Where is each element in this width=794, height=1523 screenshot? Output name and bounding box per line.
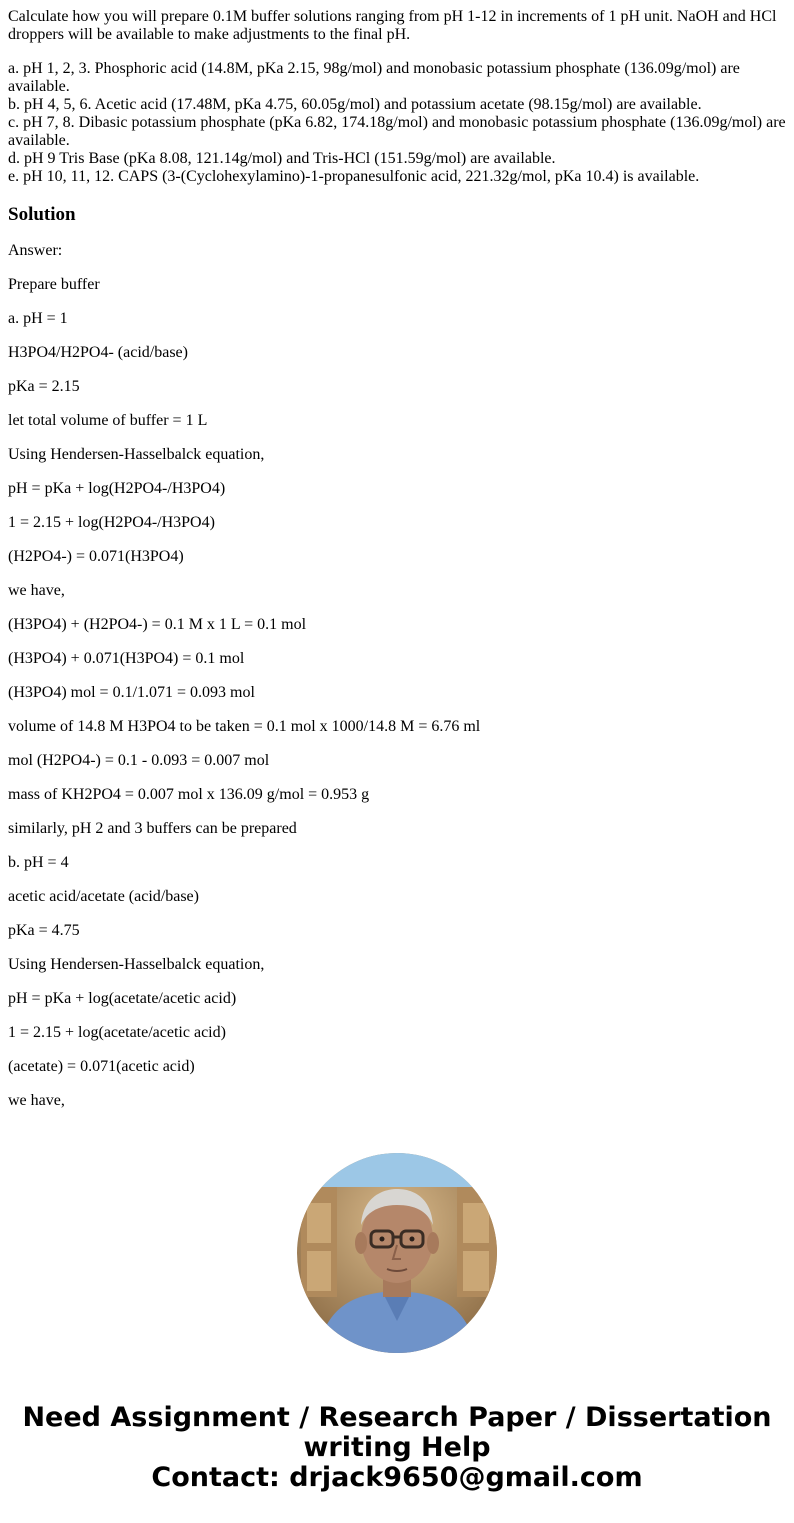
solution-step: b. pH = 4: [8, 854, 69, 871]
solution-heading: Solution: [8, 204, 76, 225]
solution-step: let total volume of buffer = 1 L: [8, 412, 208, 429]
question-options: [8, 60, 788, 186]
solution-step: volume of 14.8 M H3PO4 to be taken = 0.1 mol x 1000/14.8 M = 6.76 ml: [8, 718, 481, 735]
option-a: a. pH 1, 2, 3. Phosphoric acid (14.8M, pKa 2.15, 98g/mol) and monobasic potassium phosphate (136.09g/mol) are available.: [8, 60, 740, 95]
solution-step: Prepare buffer: [8, 276, 100, 293]
solution-step: (H2PO4-) = 0.071(H3PO4): [8, 548, 184, 565]
option-e: e. pH 10, 11, 12. CAPS (3-(Cyclohexylamino)-1-propanesulfonic acid, 221.32g/mol, pKa 10.4) is available.: [8, 168, 700, 185]
promo-contact: Contact: drjack9650@gmail.com: [151, 1462, 643, 1493]
solution-step: we have,: [8, 1092, 65, 1109]
promo-line: writing Help: [303, 1432, 491, 1463]
solution-steps: [8, 242, 788, 1110]
solution-step: 1 = 2.15 + log(H2PO4-/H3PO4): [8, 514, 215, 531]
solution-step: 1 = 2.15 + log(acetate/acetic acid): [8, 1024, 226, 1041]
solution-step: (H3PO4) + (H2PO4-) = 0.1 M x 1 L = 0.1 mol: [8, 616, 307, 633]
option-d: d. pH 9 Tris Base (pKa 8.08, 121.14g/mol) and Tris-HCl (151.59g/mol) are available.: [8, 150, 556, 167]
option-c: c. pH 7, 8. Dibasic potassium phosphate (pKa 6.82, 174.18g/mol) and monobasic potassium phosphate (136.09g/mol) are available.: [8, 114, 786, 149]
solution-step: Using Hendersen-Hasselbalck equation,: [8, 446, 265, 463]
solution-step: (acetate) = 0.071(acetic acid): [8, 1058, 195, 1075]
solution-step: similarly, pH 2 and 3 buffers can be prepared: [8, 820, 297, 837]
promo-line: Need Assignment / Research Paper / Dissertation: [22, 1402, 772, 1433]
solution-step: (H3PO4) mol = 0.1/1.071 = 0.093 mol: [8, 684, 255, 701]
solution-step: pKa = 2.15: [8, 378, 80, 395]
solution-step: H3PO4/H2PO4- (acid/base): [8, 344, 188, 361]
question-intro: Calculate how you will prepare 0.1M buffer solutions ranging from pH 1-12 in increments of 1 pH unit. NaOH and HCl droppers will be available to make adjustments to the final pH.: [8, 8, 777, 43]
solution-step: Answer:: [8, 242, 63, 259]
portrait-graphic: [297, 1153, 497, 1353]
solution-step: mol (H2PO4-) = 0.1 - 0.093 = 0.007 mol: [8, 752, 270, 769]
solution-step: (H3PO4) + 0.071(H3PO4) = 0.1 mol: [8, 650, 245, 667]
option-b: b. pH 4, 5, 6. Acetic acid (17.48M, pKa 4.75, 60.05g/mol) and potassium acetate (98.15g/mol) are available.: [8, 96, 702, 113]
solution-step: pH = pKa + log(H2PO4-/H3PO4): [8, 480, 226, 497]
author-portrait-icon: [297, 1153, 497, 1353]
solution-step: acetic acid/acetate (acid/base): [8, 888, 199, 905]
solution-step: Using Hendersen-Hasselbalck equation,: [8, 956, 265, 973]
solution-step: a. pH = 1: [8, 310, 68, 327]
promo-banner: [0, 1403, 794, 1493]
solution-step: we have,: [8, 582, 65, 599]
solution-step: pKa = 4.75: [8, 922, 80, 939]
solution-step: pH = pKa + log(acetate/acetic acid): [8, 990, 237, 1007]
solution-step: mass of KH2PO4 = 0.007 mol x 136.09 g/mol = 0.953 g: [8, 786, 370, 803]
document-body: [8, 8, 788, 1110]
